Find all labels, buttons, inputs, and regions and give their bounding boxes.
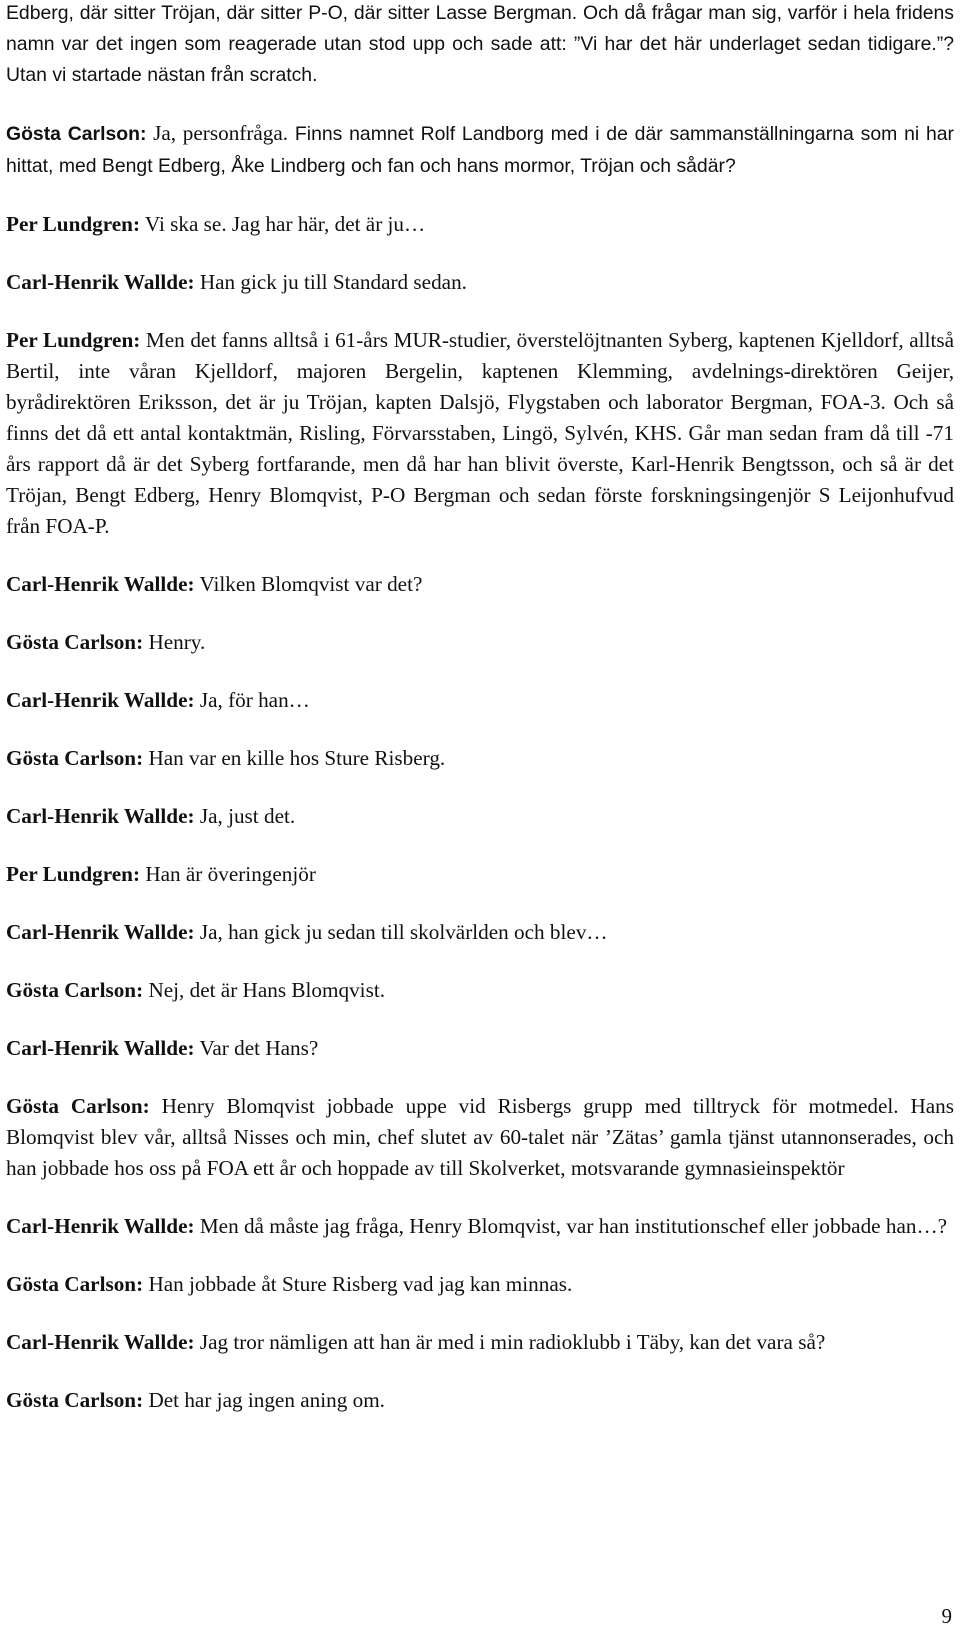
paragraph-per-lundgren [6,325,954,542]
speaker-label: Gösta Carlson: [6,746,144,770]
paragraph-text: Men det fanns alltså i 61-års MUR-studier, överstelöjtnanten Syberg, kaptenen Kjelldorf, alltså Bertil, inte våran Kjelldorf, majoren Bergelin, kaptenen Klemming, avdelnings-direktören Geijer, byrådirektören Eriksson, det är ju Tröjan, kapten Dalsjö, Flygstaben och laborator Bergman, FOA-3. Och så finns det då ett antal kontaktmän, Risling, Förvarsstaben, Lingö, Sylvén, KHS. Går man sedan fram då till -71 års rapport då är det Syberg fortfarande, men då har han blivit överste, Karl-Henrik Bengtsson, och så är det Tröjan, Bengt Edberg, Henry Blomqvist, P-O Bergman och sedan förste forskningsingenjör S Leijonhufvud från FOA-P. [6,328,954,538]
speaker-label: Per Lundgren: [6,328,141,352]
paragraph-gosta-carlson [6,1091,954,1184]
speaker-label: Carl-Henrik Wallde: [6,270,195,294]
paragraph-text: Vi ska se. Jag har här, det är ju… [140,212,426,236]
document-page [6,0,954,1443]
paragraph-text-sans: Finns namnet Rolf Landborg med i de där sammanställningarna som ni har hittat, med Bengt Edberg, Åke Lindberg och fan och hans mormor, Tröjan och sådär? [6,123,954,177]
paragraph-gosta-carlson [6,1269,954,1300]
paragraph-text: Han gick ju till Standard sedan. [194,270,467,294]
paragraph-carl-henrik-wallde [6,1327,954,1358]
paragraph-text: Ja, just det. [194,804,296,828]
speaker-label: Carl-Henrik Wallde: [6,1036,195,1060]
paragraph-text: Jag tror nämligen att han är med i min radioklubb i Täby, kan det vara så? [194,1330,826,1354]
paragraph-text: Ja, han gick ju sedan till skolvärlden och blev… [194,920,608,944]
paragraph-per-lundgren [6,209,954,240]
paragraph-text: Henry Blomqvist jobbade uppe vid Risbergs grupp med tilltryck för motmedel. Hans Blomqvist blev vår, alltså Nisses och min, chef slutet av 60-talet när ’Zätas’ gamla tjänst utannonserades, och han jobbade hos oss på FOA ett år och hoppade av till Skolverket, motsvarande gymnasieinspektör [6,1094,954,1180]
paragraph-text: Han är överingenjör [140,862,316,886]
speaker-label: Per Lundgren: [6,212,141,236]
page-number: 9 [941,1604,952,1628]
speaker-label: Gösta Carlson: [6,1272,144,1296]
paragraph-carl-henrik-wallde [6,569,954,600]
paragraph-carl-henrik-wallde [6,917,954,948]
paragraph-carl-henrik-wallde [6,685,954,716]
speaker-label: Carl-Henrik Wallde: [6,920,195,944]
speaker-label: Per Lundgren: [6,862,141,886]
speaker-label: Carl-Henrik Wallde: [6,1214,195,1238]
speaker-label: Gösta Carlson: [6,1094,150,1118]
speaker-label: Carl-Henrik Wallde: [6,688,195,712]
paragraph-carl-henrik-wallde [6,1211,954,1242]
speaker-label: Gösta Carlson: [6,1388,144,1412]
paragraph-text: Han var en kille hos Sture Risberg. [143,746,446,770]
speaker-label: Gösta Carlson: [6,123,147,145]
speaker-label: Carl-Henrik Wallde: [6,572,195,596]
paragraph-gosta-carlson [6,118,954,182]
paragraph-carl-henrik-wallde [6,1033,954,1064]
paragraph-text: Var det Hans? [194,1036,319,1060]
paragraph-text: Ja, för han… [194,688,310,712]
paragraph-text: Nej, det är Hans Blomqvist. [143,978,385,1002]
paragraph-gosta-carlson [6,975,954,1006]
paragraph-text: Men då måste jag fråga, Henry Blomqvist, var han institutionschef eller jobbade han…? [194,1214,948,1238]
paragraph-carl-henrik-wallde [6,267,954,298]
paragraph-text-serif: Ja, personfråga. [146,121,289,145]
speaker-label: Gösta Carlson: [6,978,144,1002]
paragraph-carl-henrik-wallde [6,801,954,832]
paragraph-continuation [6,0,954,91]
speaker-label: Gösta Carlson: [6,630,144,654]
speaker-label: Carl-Henrik Wallde: [6,1330,195,1354]
paragraph-text: Det har jag ingen aning om. [143,1388,385,1412]
speaker-label: Carl-Henrik Wallde: [6,804,195,828]
paragraph-text: Edberg, där sitter Tröjan, där sitter P-O, där sitter Lasse Bergman. Och då frågar man sig, varför i hela fridens namn var det ingen som reagerade utan stod upp och sade att: ”Vi har det här underlaget sedan tidigare.”? Utan vi startade nästan från scratch. [6,2,954,86]
paragraph-per-lundgren [6,859,954,890]
paragraph-gosta-carlson [6,743,954,774]
paragraph-gosta-carlson [6,1385,954,1416]
paragraph-text: Han jobbade åt Sture Risberg vad jag kan minnas. [143,1272,573,1296]
paragraph-text: Vilken Blomqvist var det? [194,572,423,596]
paragraph-gosta-carlson [6,627,954,658]
paragraph-text: Henry. [143,630,206,654]
